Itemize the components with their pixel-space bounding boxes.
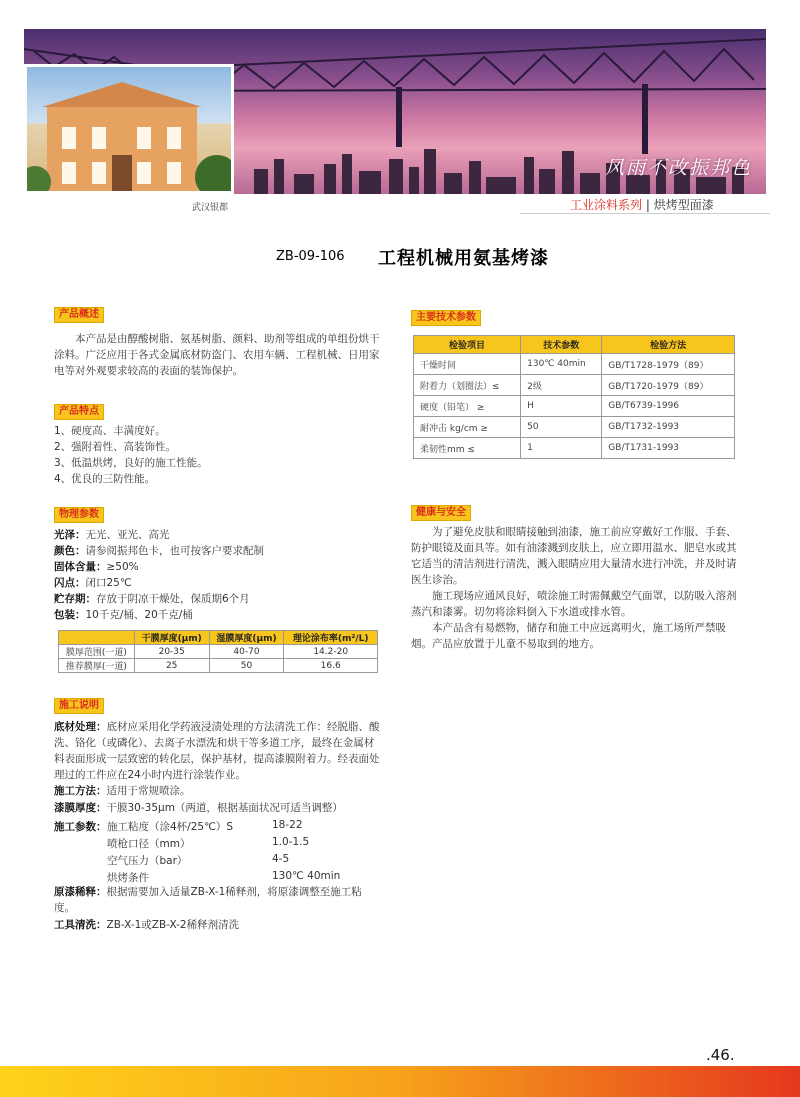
safety-paragraph: 本产品含有易燃物，储存和施工中应远离明火，施工场所严禁吸烟。产品应放置于儿童不易取到的地方。 [411, 622, 726, 650]
footer-color-bar [0, 1066, 800, 1097]
series-type: 烘烤型面漆 [653, 198, 714, 212]
features-list [54, 423, 380, 487]
banner-image [24, 29, 766, 194]
safety-text [411, 524, 741, 652]
product-title: 工程机械用氨基烤漆 [378, 248, 549, 269]
list-item: 贮存期：存放于阴凉干燥处，保质期6个月 [54, 593, 250, 605]
section-heading-features: 产品特点 [54, 404, 104, 420]
table-row: 膜厚范围(一道) 20-35 40-70 14.2-20 [59, 645, 378, 659]
table-row: 硬度（铅笔） ≥ H GB/T6739-1996 [414, 396, 735, 417]
param-name: 施工粘度（涂4杯/25℃）S [107, 821, 234, 833]
safety-paragraph: 施工现场应通风良好，喷涂施工时需佩戴空气面罩，以防吸入溶剂蒸汽和漆雾。切勿将涂料倒入下水道或排水管。 [411, 590, 737, 618]
brand-slogan: 风雨不改振邦色 [604, 157, 752, 179]
tech-params-table [413, 335, 735, 459]
page-number: .46. [706, 1046, 735, 1064]
series-label: 工业涂料系列 | 烘烤型面漆 [570, 198, 714, 212]
section-heading-physical: 物理参数 [54, 507, 104, 523]
building-photo [24, 64, 234, 194]
list-item: 4、优良的三防性能。 [54, 473, 156, 485]
series-category: 工业涂料系列 [570, 198, 643, 212]
table-header-row: 检验项目 技术参数 检验方法 [414, 336, 735, 354]
list-item: 光泽：无光、亚光、高光 [54, 529, 170, 541]
list-item: 1、硬度高、丰满度好。 [54, 425, 166, 437]
safety-paragraph: 为了避免皮肤和眼睛接触到油漆，施工前应穿戴好工作服、手套、防护眼镜及面具等。如有油漆溅到皮肤上，应立即用温水、肥皂水或其它适当的清洁剂进行清洗，溅入眼睛应用大量清水进行冲洗，并及时请医生诊治。 [411, 526, 737, 586]
film-thickness-table [58, 630, 378, 673]
section-heading-construction: 施工说明 [54, 698, 104, 714]
param-name: 喷枪口径（mm） [107, 838, 191, 850]
param-value: 18-22 [272, 819, 303, 831]
list-item: 闪点：闭口25℃ [54, 577, 132, 589]
table-row: 耐冲击 kg/cm ≥ 50 GB/T1732-1993 [414, 417, 735, 438]
product-code: ZB-09-106 [276, 249, 345, 264]
section-heading-overview: 产品概述 [54, 307, 104, 323]
overview-text: 本产品是由醇酸树脂、氨基树脂、颜料、助剂等组成的单组份烘干涂料。广泛应用于各式金属底材防盗门、农用车辆、工程机械、日用家电等对外观要求较高的表面的装饰保护。 [54, 333, 380, 377]
param-name: 空气压力（bar） [107, 855, 188, 867]
list-item: 颜色：请参阅振邦色卡，也可按客户要求配制 [54, 545, 264, 557]
section-heading-tech: 主要技术参数 [411, 310, 481, 326]
divider [520, 213, 770, 214]
list-item: 包装：10千克/桶、20千克/桶 [54, 609, 193, 621]
physical-params [54, 527, 380, 623]
param-name: 烘烤条件 [107, 872, 149, 884]
substrate-treatment: 底材处理：底材应采用化学药液浸渍处理的方法清洗工作：经脱脂、酸洗、铬化（或磷化）、去离子水漂洗和烘干等多道工序，最终在金属材料表面形成一层致密的转化层，保护基材，提高漆膜附着力。经表面处理过的工件应在24小时内进行涂装作业。 [54, 721, 380, 781]
param-value: 4-5 [272, 853, 290, 865]
tool-cleaning: 工具清洗：ZB-X-1或ZB-X-2稀释剂清洗 [54, 919, 240, 931]
thinner-note: 原漆稀释：根据需要加入适量ZB-X-1稀释剂，将原漆调整至施工粘度。 [54, 886, 362, 914]
table-header-row: 干膜厚度(μm) 湿膜厚度(μm) 理论涂布率(m²/L) [59, 631, 378, 645]
table-row: 柔韧性mm ≤ 1 GB/T1731-1993 [414, 438, 735, 459]
application-method: 施工方法：适用于常规喷涂。 [54, 785, 191, 797]
list-item: 3、低温烘烤，良好的施工性能。 [54, 457, 208, 469]
param-value: 1.0-1.5 [272, 836, 310, 848]
param-value: 130℃ 40min [272, 870, 341, 882]
table-row: 推荐膜厚(一道) 25 50 16.6 [59, 659, 378, 673]
list-item: 固体含量：≥50% [54, 561, 139, 573]
table-row: 附着力（划圈法）≤ 2级 GB/T1720-1979（89） [414, 375, 735, 396]
film-thickness: 漆膜厚度：干膜30-35μm（两道，根据基面状况可适当调整） [54, 802, 343, 814]
table-row: 干燥时间 130℃ 40min GB/T1728-1979（89） [414, 354, 735, 375]
section-heading-safety: 健康与安全 [411, 505, 471, 521]
params-label: 施工参数： [54, 821, 107, 833]
list-item: 2、强附着性、高装饰性。 [54, 441, 177, 453]
photo-caption: 武汉银都 [192, 203, 229, 213]
